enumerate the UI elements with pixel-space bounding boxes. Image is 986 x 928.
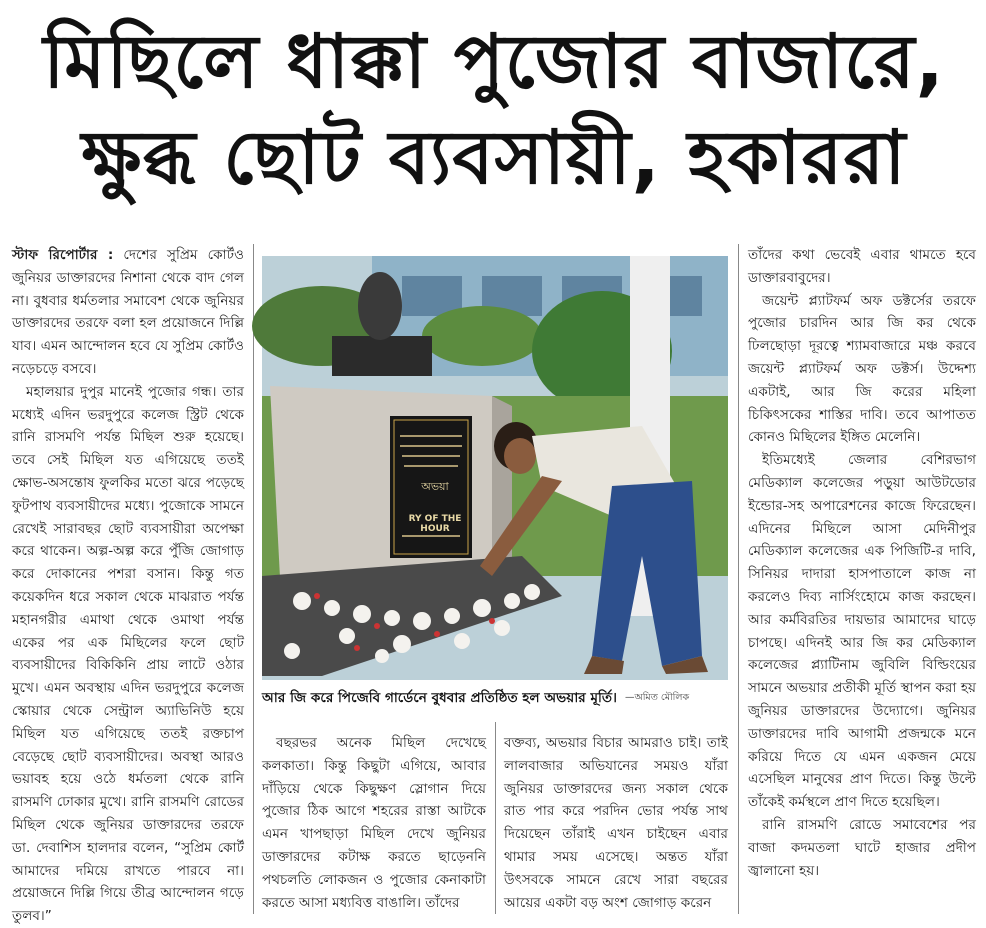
headline-line-2: ক্ষুব্ধ ছোট ব্যবসায়ী, হকাররা (81, 115, 907, 201)
photo-caption (262, 684, 728, 712)
article-paragraph: ইতিমধ্যেই জেলার বেশিরভাগ মেডিক্যাল কলেজের পড়ুয়া আউটডোর ইন্ডোর-সহ অপারেশনের কাজে ফিরেছেন। এদিনের মিছিলে আসা মেদিনীপুর মেডিক্যাল কলেজের এক পিজিটি-র দাবি, সিনিয়র দাদারা হাসপাতালে কাজ না করলেও দিব্য নার্সিংহোমে কাজ করছেন। আর কর্মবিরতির দায়ভার আমাদের ঘাড়ে চাপছে। এদিনই আর জি কর মেডিক্যাল কলেজের প্ল্যাটিনাম জুবিলি বিল্ডিংয়ের সামনে অভয়ার প্রতীকী মূর্তি স্থাপন করা হয় জুনিয়র ডাক্তারদের উদ্যোগে। জুনিয়র ডাক্তারদের দাবি আগামী প্রজন্মকে মনে করিয়ে দিতে যে এমন একজন মেয়ে এসেছিল মানুষের প্রাণ দিতে। কিন্তু উল্টে তাঁকেই কর্মস্থলে প্রাণ দিতে হয়েছিল। (748, 452, 976, 811)
article-paragraph: বছরভর অনেক মিছিল দেখেছে কলকাতা। কিন্তু কিছুটা এগিয়ে, আবার দাঁড়িয়ে থেকে কিছুক্ষণ স্লোগান দিয়ে পুজোর ঠিক আগে শহরের রাস্তা আটকে এমন খাপছাড়া মিছিল দেখে জুনিয়র ডাক্তারদের কটাক্ষ করতে ছাড়েননি পথচলতি লোকজন ও পুজোর কেনাকাটা করতে আসা মধ্যবিত্ত বাঙালি। তাঁদের (262, 735, 486, 911)
article-column-3 (504, 732, 728, 914)
byline: স্টাফ রিপোর্টার : (12, 247, 114, 263)
column-rule-right (738, 244, 739, 914)
paragraph-text: দেশের সুপ্রিম কোর্টও জুনিয়র ডাক্তারদের নিশানা থেকে বাদ গেল না। বুধবার ধর্মতলার সমাবেশ থেকে জুনিয়র ডাক্তারদের তরফে বলা হল প্রয়োজনে দিল্লি যাব। এমন আন্দোলন হবে যে সুপ্রিম কোর্টও নড়েচড়ে বসবে। (12, 247, 244, 377)
article-paragraph: মহালয়ার দুপুর মানেই পুজোর গন্ধ। তার মধ্যেই এদিন ভরদুপুরে কলেজ স্ট্রিট থেকে রানি রাসমণি পর্যন্ত মিছিল শুরু হয়েছে। তবে সেই মিছিল যত এগিয়েছে ততই ক্ষোভ-অসন্তোষ ফুলকির মতো ঝরে পড়েছে ফুটপাথ ব্যবসায়ীদের মধ্যে। পুজোকে সামনে রেখেই সারাবছর ছোট ব্যবসায়ীরা অপেক্ষা করে থাকেন। অল্প-অল্প করে পুঁজি জোগাড় করে দোকানের পশরা বসান। কিন্তু গত কয়েকদিন ধরে সকাল থেকে মাঝরাত পর্যন্ত মহানগরীর এমাথা থেকে ওমাথা পর্যন্ত একের পর এক মিছিলের ফলে ছোট ব্যবসায়ীদের বিকিকিনি প্রায় লাটে ওঠার মুখে। এমন অবস্থায় এদিন ভরদুপুরে কলেজ স্কোয়ার থেকে সেন্ট্রাল অ্যাভিনিউ হয়ে মিছিল যত এগিয়েছে ততই রক্তচাপ বেড়েছে ছোট ব্যবসায়ীদের। অবস্থা আরও ভয়াবহ হয়ে ওঠে ধর্মতলা থেকে রানি রাসমণি ঢোকার মুখে। রানি রাসমণি রোডের মিছিল থেকে জুনিয়র ডাক্তারদের তরফে ডা. দেবাশিস হালদার বলেন, “সুপ্রিম কোর্ট আমাদের দমিয়ে রাখতে পারবে না। প্রয়োজনে দিল্লি গিয়ে তীব্র আন্দোলন গড়ে তুলব।” (12, 383, 244, 925)
column-rule-mid (495, 722, 496, 914)
column-rule-left (253, 244, 254, 914)
statue-photo (262, 256, 728, 680)
plaque-subtitle: RY OF THE HOUR (408, 514, 462, 534)
photo-credit: —অমিত মৌলিক (624, 691, 690, 703)
article-paragraph: রানি রাসমণি রোডে সমাবেশের পর বাজা কদমতলা ঘাটে হাজার প্রদীপ জ্বালানো হয়। (748, 816, 976, 879)
article-column-1 (12, 244, 244, 925)
headline-line-1: মিছিলে ধাক্কা পুজোর বাজারে, (43, 19, 945, 105)
plaque-name: অভয়া (421, 480, 449, 493)
article-paragraph (12, 244, 244, 381)
headline (14, 14, 974, 206)
article-paragraph: বক্তব্য, অভয়ার বিচার আমরাও চাই। তাই লালবাজার অভিযানের সময়ও যাঁরা জুনিয়র ডাক্তারদের জন্য সকাল থেকে রাত পার করে পরদিন ভোর পর্যন্ত সাথ দিয়েছেন তাঁরাই এখন চাইছেন এবার থামার সময় এসেছে। অন্তত যাঁরা উৎসবকে সামনে রেখে সারা বছরের আয়ের একটা বড় অংশ জোগাড় করেন (504, 735, 728, 911)
article-column-4 (748, 244, 976, 914)
article-paragraph: তাঁদের কথা ভেবেই এবার থামতে হবে ডাক্তারবাবুদের। (748, 247, 976, 286)
article-paragraph: জয়েন্ট প্ল্যাটফর্ম অফ ডক্টর্সের তরফে পুজোর চারদিন আর জি কর থেকে ঢিলছোড়া দূরত্বে শ্যামবাজারে মঞ্চ করবে জয়েন্ট প্ল্যাটফর্ম অফ ডক্টর্স। উদ্দেশ্য একটাই, আর জি করের মহিলা চিকিৎসকের শাস্তির দাবি। তবে আপাতত কোনও মিছিলের ইঙ্গিত মেলেনি। (748, 292, 976, 446)
caption-text: আর জি করে পিজেবি গার্ডেনে বুধবার প্রতিষ্ঠিত হল অভয়ার মূর্তি। (262, 689, 617, 706)
article-column-2 (262, 732, 486, 914)
